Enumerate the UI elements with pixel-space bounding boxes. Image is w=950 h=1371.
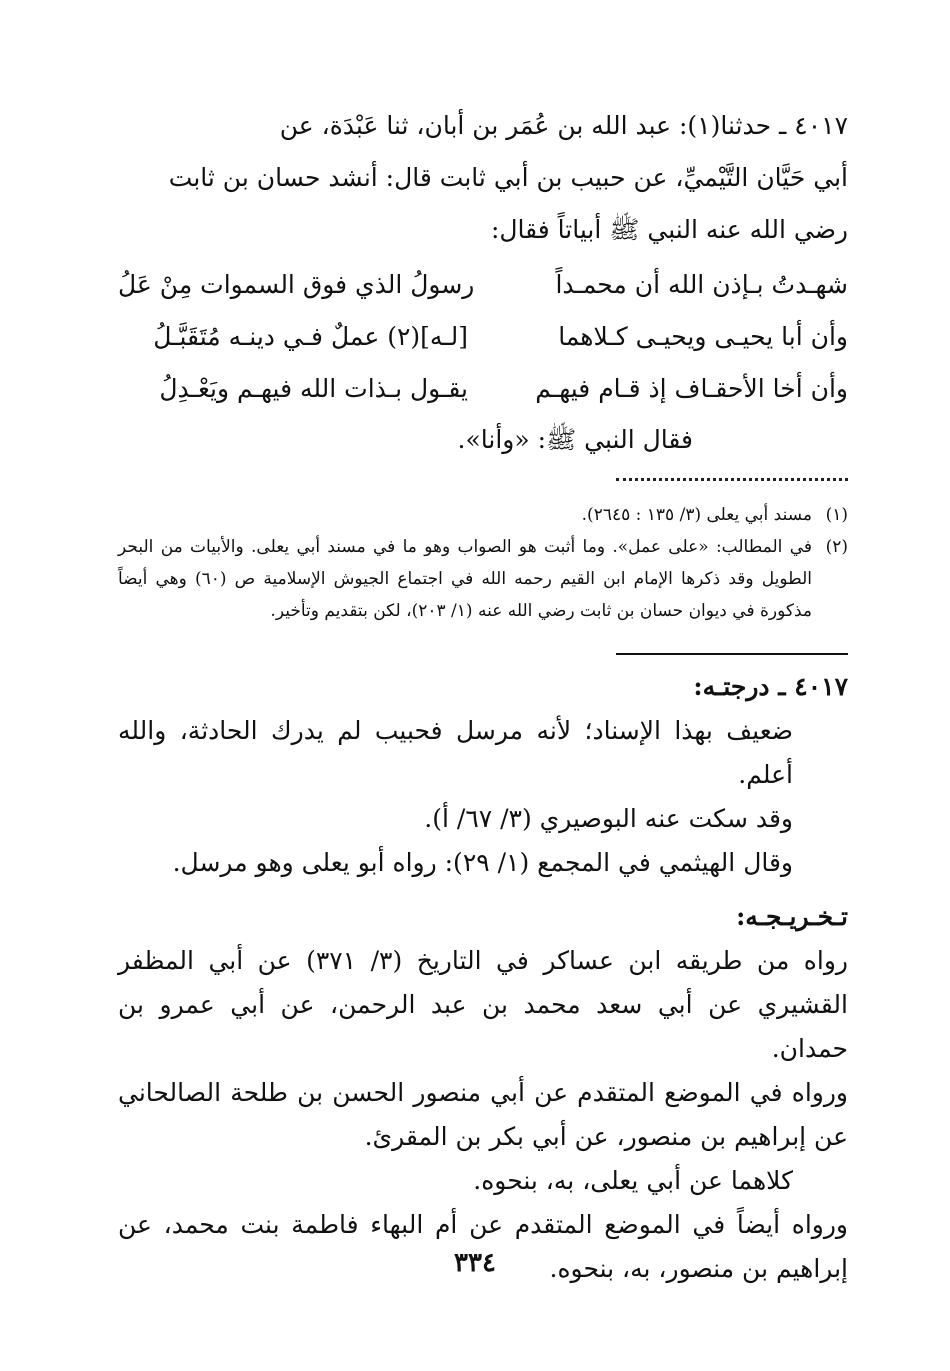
verse-second-hemistich: رسولُ الذي فوق السموات مِنْ عَلُ [118,269,475,299]
takhrij-paragraph: كلاهما عن أبي يعلى، به، بنحوه. [473,1166,793,1195]
verse-row [118,362,848,414]
page-content [118,100,848,1291]
takhrij-paragraph: رواه من طريقه ابن عساكر في التاريخ (٣/ ٣٧١) عن أبي المظفر القشيري عن أبي سعد محمد بن عبد الرحمن، عن أبي عمرو بن حمدان. [118,946,848,1063]
footnote-text: مسند أبي يعلى (٣/ ١٣٥ : ٢٦٤٥). [581,505,812,525]
verse-row [118,258,848,310]
footnote [118,499,848,531]
footnote [118,531,848,627]
grade-heading: ٤٠١٧ ـ درجتـه: [693,672,848,701]
grade-line: وقال الهيثمي في المجمع (١/ ٢٩): رواه أبو يعلى وهو مرسل. [172,848,793,877]
hadith-line-2: أبي حَيَّان التَّيْميِّ، عن حبيب بن أبي ثابت قال: أنشد حسان بن ثابت [168,163,848,192]
hadith-line-1: ٤٠١٧ ـ حدثنا(١): عبد الله بن عُمَر بن أبان، ثنا عَبْدَة، عن [279,111,848,140]
verse-first-hemistich: شهـدتُ بـإذن الله أن محمـداً [555,269,848,299]
grade-line: ضعيف بهذا الإسناد؛ لأنه مرسل فحبيب لم يدرك الحادثة، والله أعلم. [118,716,793,789]
footnote-number: (١) [825,505,848,525]
grade-line: وقد سكت عنه البوصيري (٣/ ٦٧/ أ). [424,804,793,833]
verse-row [118,310,848,362]
poem-verses [118,258,848,414]
verse-first-hemistich: وأن أبا يحيـى ويحيـى كـلاهما [558,321,848,351]
takhrij-heading: تـخـريـجـه: [736,902,848,931]
footnote-separator [616,478,848,481]
hadith-line-3: رضي الله عنه النبي ﷺ أبياتاً فقال: [490,215,848,244]
verse-second-hemistich: [لـه](٢) عملٌ فـي دينـه مُتَقَبَّـلُ [153,321,468,351]
verse-first-hemistich: وأن أخا الأحقـاف إذ قـام فيهـم [535,373,848,403]
footnotes [118,499,848,627]
verse-second-hemistich: يقـول بـذات الله فيهـم ويَعْـدِلُ [159,373,468,403]
takhrij-paragraph: ورواه أيضاً في الموضع المتقدم عن أم البهاء فاطمة بنت محمد، عن إبراهيم بن منصور، به، بنحوه. [118,1210,848,1283]
section-rule [616,653,848,655]
page-number: ٣٣٤ [454,1248,496,1278]
takhrij-paragraph: ورواه في الموضع المتقدم عن أبي منصور الحسن بن طلحة الصالحاني عن إبراهيم بن منصور، عن أبي بكر بن المقرئ. [118,1078,848,1151]
footnote-text: في المطالب: «على عمل». وما أثبت هو الصواب وهو ما في مسند أبي يعلى. والأبيات من البحر الطويل وقد ذكرها الإمام ابن القيم رحمه الله في اجتماع الجيوش الإسلامية ص (٦٠) وهي أيضاً مذكورة في ديوان حسان بن ثابت رضي الله عنه (١/ ٢٠٣)، لكن بتقديم وتأخير. [118,537,812,621]
footnote-number: (٢) [825,537,848,557]
hadith-text [118,100,848,256]
closing-line: فقال النبي ﷺ: «وأنا». [457,425,693,454]
